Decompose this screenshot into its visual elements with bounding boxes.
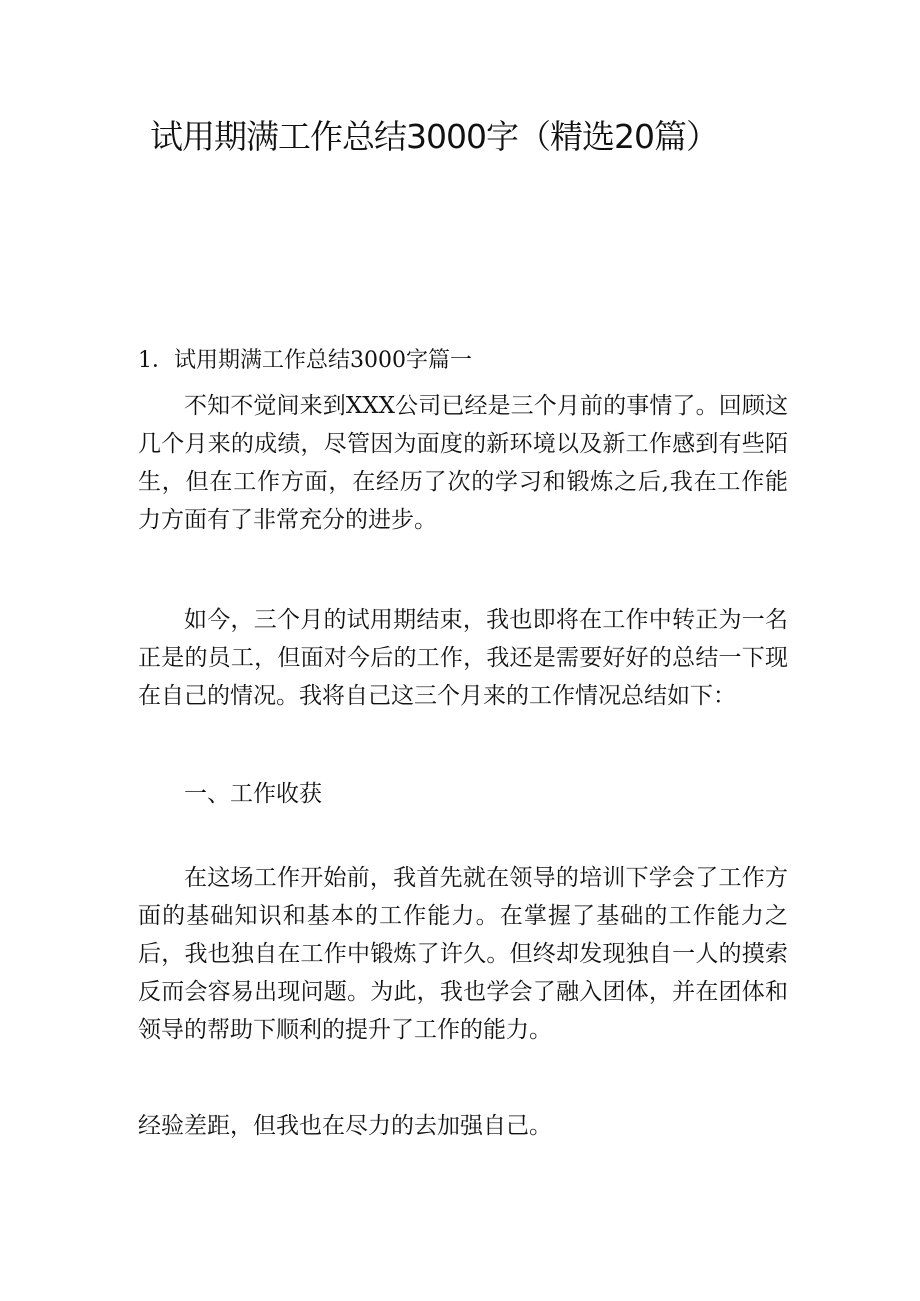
- paragraph-work-gains: 在这场工作开始前，我首先就在领导的培训下学会了工作方面的基础知识和基本的工作能力。在掌握了基础的工作能力之后，我也独自在工作中锻炼了许久。但终却发现独自一人的摸索反而会容易出现问题。为此，我也学会了融入团体，并在团体和领导的帮助下顺利的提升了工作的能力。: [138, 865, 788, 1043]
- paragraph-intro: 不知不觉间来到XXX公司已经是三个月前的事情了。回顾这几个月来的成绩，尽管因为面度的新环境以及新工作感到有些陌生，但在工作方面，在经历了次的学习和锻炼之后,我在工作能力方面有了非常充分的进步。: [138, 393, 788, 533]
- paragraph-experience-gap: 经验差距，但我也在尽力的去加强自己。: [138, 1113, 552, 1139]
- subheading-work-gains: 一、工作收获: [184, 781, 322, 807]
- document-title: 试用期满工作总结3000字（精选20篇）: [150, 117, 718, 156]
- section-heading: 1．试用期满工作总结3000字篇一: [138, 348, 472, 373]
- paragraph-probation-end: 如今，三个月的试用期结束，我也即将在工作中转正为一名正是的员工，但面对今后的工作，我还是需要好好的总结一下现在自己的情况。我将自己这三个月来的工作情况总结如下：: [138, 607, 788, 709]
